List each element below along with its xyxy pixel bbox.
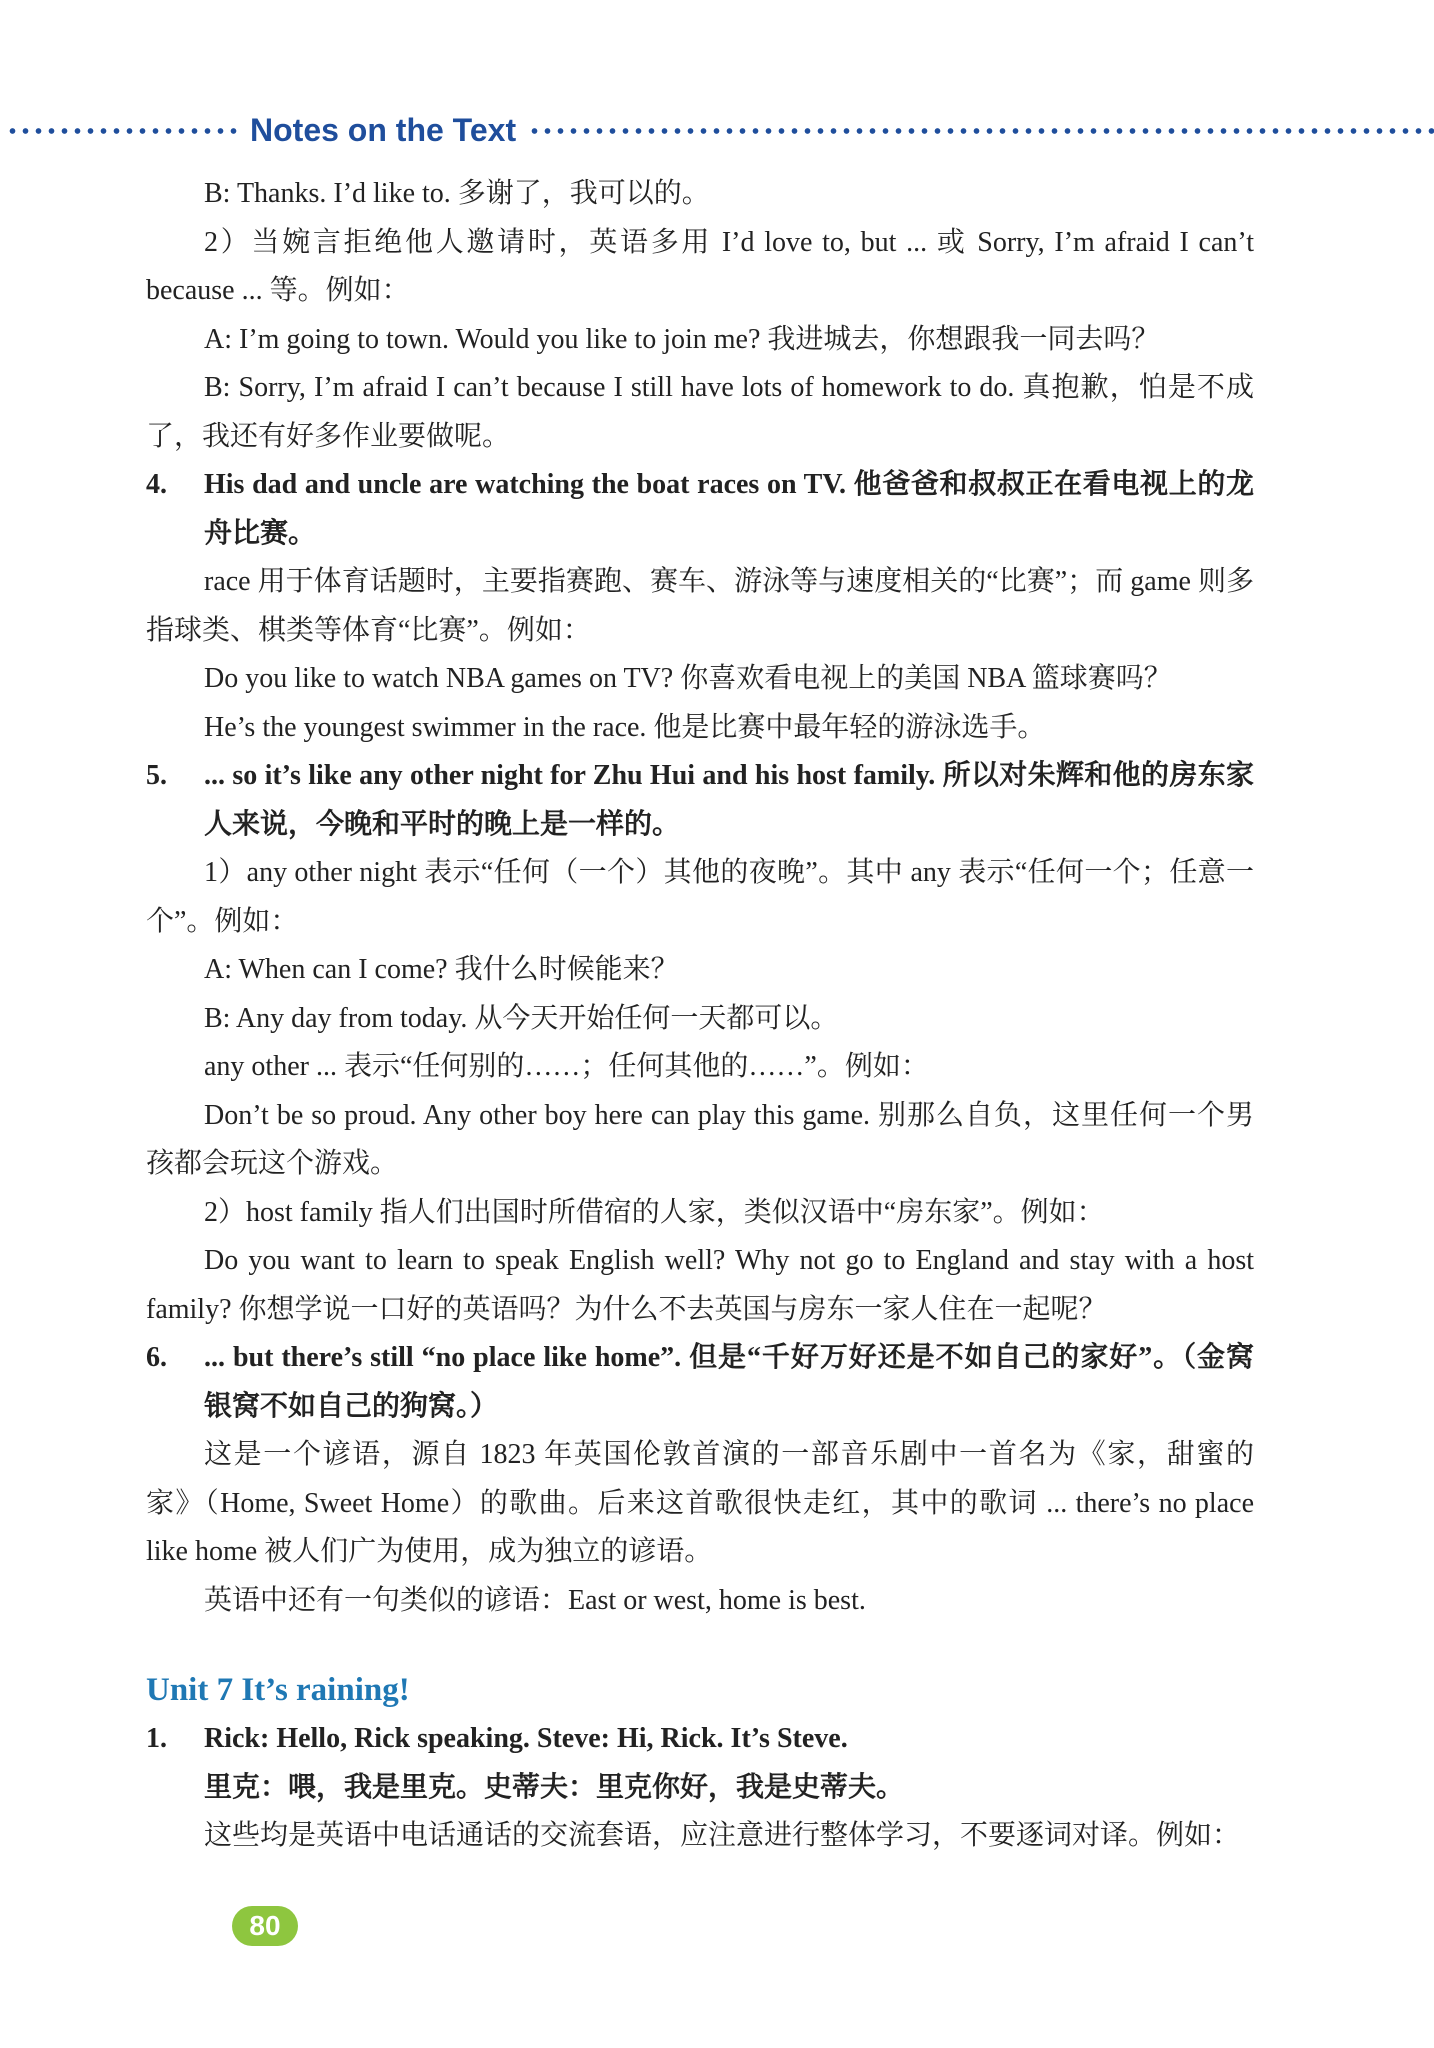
explanation-paragraph: 2）当婉言拒绝他人邀请时，英语多用 I’d love to, but ... 或 Sorry, I’m afraid I can’t because ... 等。例如： [146, 226, 1254, 306]
example-line: Don’t be so proud. Any other boy here can play this game. 别那么自负，这里任何一个男孩都会玩这个游戏。 [146, 1099, 1254, 1179]
note-heading-1 [146, 1715, 1254, 1764]
page-body [146, 170, 1254, 1861]
note-translation: 里克：喂，我是里克。史蒂夫：里克你好，我是史蒂夫。 [204, 1771, 905, 1803]
explanation-paragraph: any other ... 表示“任何别的……；任何其他的……”。例如： [204, 1051, 929, 1082]
explanation-paragraph: 这是一个谚语，源自 1823 年英国伦敦首演的一部音乐剧中一首名为《家，甜蜜的家》（Home, Sweet Home）的歌曲。后来这首歌很快走红，其中的歌词 ... there’s no place like home 被人们广为使用，成为独立的谚语。 [146, 1439, 1254, 1567]
example-line: A: I’m going to town. Would you like to join me? 我进城去，你想跟我一同去吗？ [204, 323, 1160, 355]
header-title: Notes on the Text [250, 112, 517, 148]
note-heading-6 [146, 1334, 1254, 1431]
example-line: A: When can I come? 我什么时候能来？ [204, 954, 679, 985]
note-heading-text: ... but there’s still “no place like home”. 但是“千好万好还是不如自己的家好”。（金窝银窝不如自己的狗窝。） [204, 1342, 1254, 1422]
note-heading-text: His dad and uncle are watching the boat races on TV. 他爸爸和叔叔正在看电视上的龙舟比赛。 [204, 469, 1254, 549]
header-dotted-rule-right [528, 128, 1434, 134]
example-line: Do you want to learn to speak English well? Why not go to England and stay with a host family? 你想学说一口好的英语吗？为什么不去英国与房东一家人住在一起呢？ [146, 1245, 1254, 1325]
example-line: B: Sorry, I’m afraid I can’t because I still have lots of homework to do. 真抱歉，怕是不成了，我还有好多作业要做呢。 [146, 372, 1254, 452]
note-number: 6. [146, 1342, 167, 1373]
explanation-paragraph: 1）any other night 表示“任何（一个）其他的夜晚”。其中 any 表示“任何一个；任意一个”。例如： [146, 857, 1254, 937]
page-number-badge: 80 [232, 1906, 298, 1946]
note-number: 5. [146, 760, 167, 791]
example-line: B: Any day from today. 从今天开始任何一天都可以。 [204, 1002, 839, 1034]
example-line: B: Thanks. I’d like to. 多谢了，我可以的。 [204, 178, 710, 209]
unit-title: Unit 7 It’s raining! [146, 1672, 410, 1708]
header-dotted-rule-left [6, 128, 242, 134]
note-heading-text: Rick: Hello, Rick speaking. Steve: Hi, Rick. It’s Steve. [204, 1723, 848, 1754]
explanation-paragraph: race 用于体育话题时，主要指赛跑、赛车、游泳等与速度相关的“比赛”；而 game 则多指球类、棋类等体育“比赛”。例如： [146, 566, 1254, 646]
note-heading-4 [146, 461, 1254, 558]
explanation-paragraph: 这些均是英语中电话通话的交流套语，应注意进行整体学习，不要逐词对译。例如： [204, 1820, 1241, 1851]
note-number: 1. [146, 1723, 167, 1754]
running-header [0, 108, 1434, 152]
note-number: 4. [146, 469, 167, 500]
note-heading-text: ... so it’s like any other night for Zhu Hui and his host family. 所以对朱辉和他的房东家人来说，今晚和平时的晚上是一样的。 [204, 760, 1254, 840]
explanation-paragraph: 2）host family 指人们出国时所借宿的人家，类似汉语中“房东家”。例如： [204, 1196, 1105, 1228]
note-heading-5 [146, 752, 1254, 849]
explanation-paragraph: 英语中还有一句类似的谚语：East or west, home is best. [204, 1584, 866, 1616]
example-line: Do you like to watch NBA games on TV? 你喜欢看电视上的美国 NBA 篮球赛吗？ [204, 663, 1172, 694]
example-line: He’s the youngest swimmer in the race. 他是比赛中最年轻的游泳选手。 [204, 711, 1046, 743]
